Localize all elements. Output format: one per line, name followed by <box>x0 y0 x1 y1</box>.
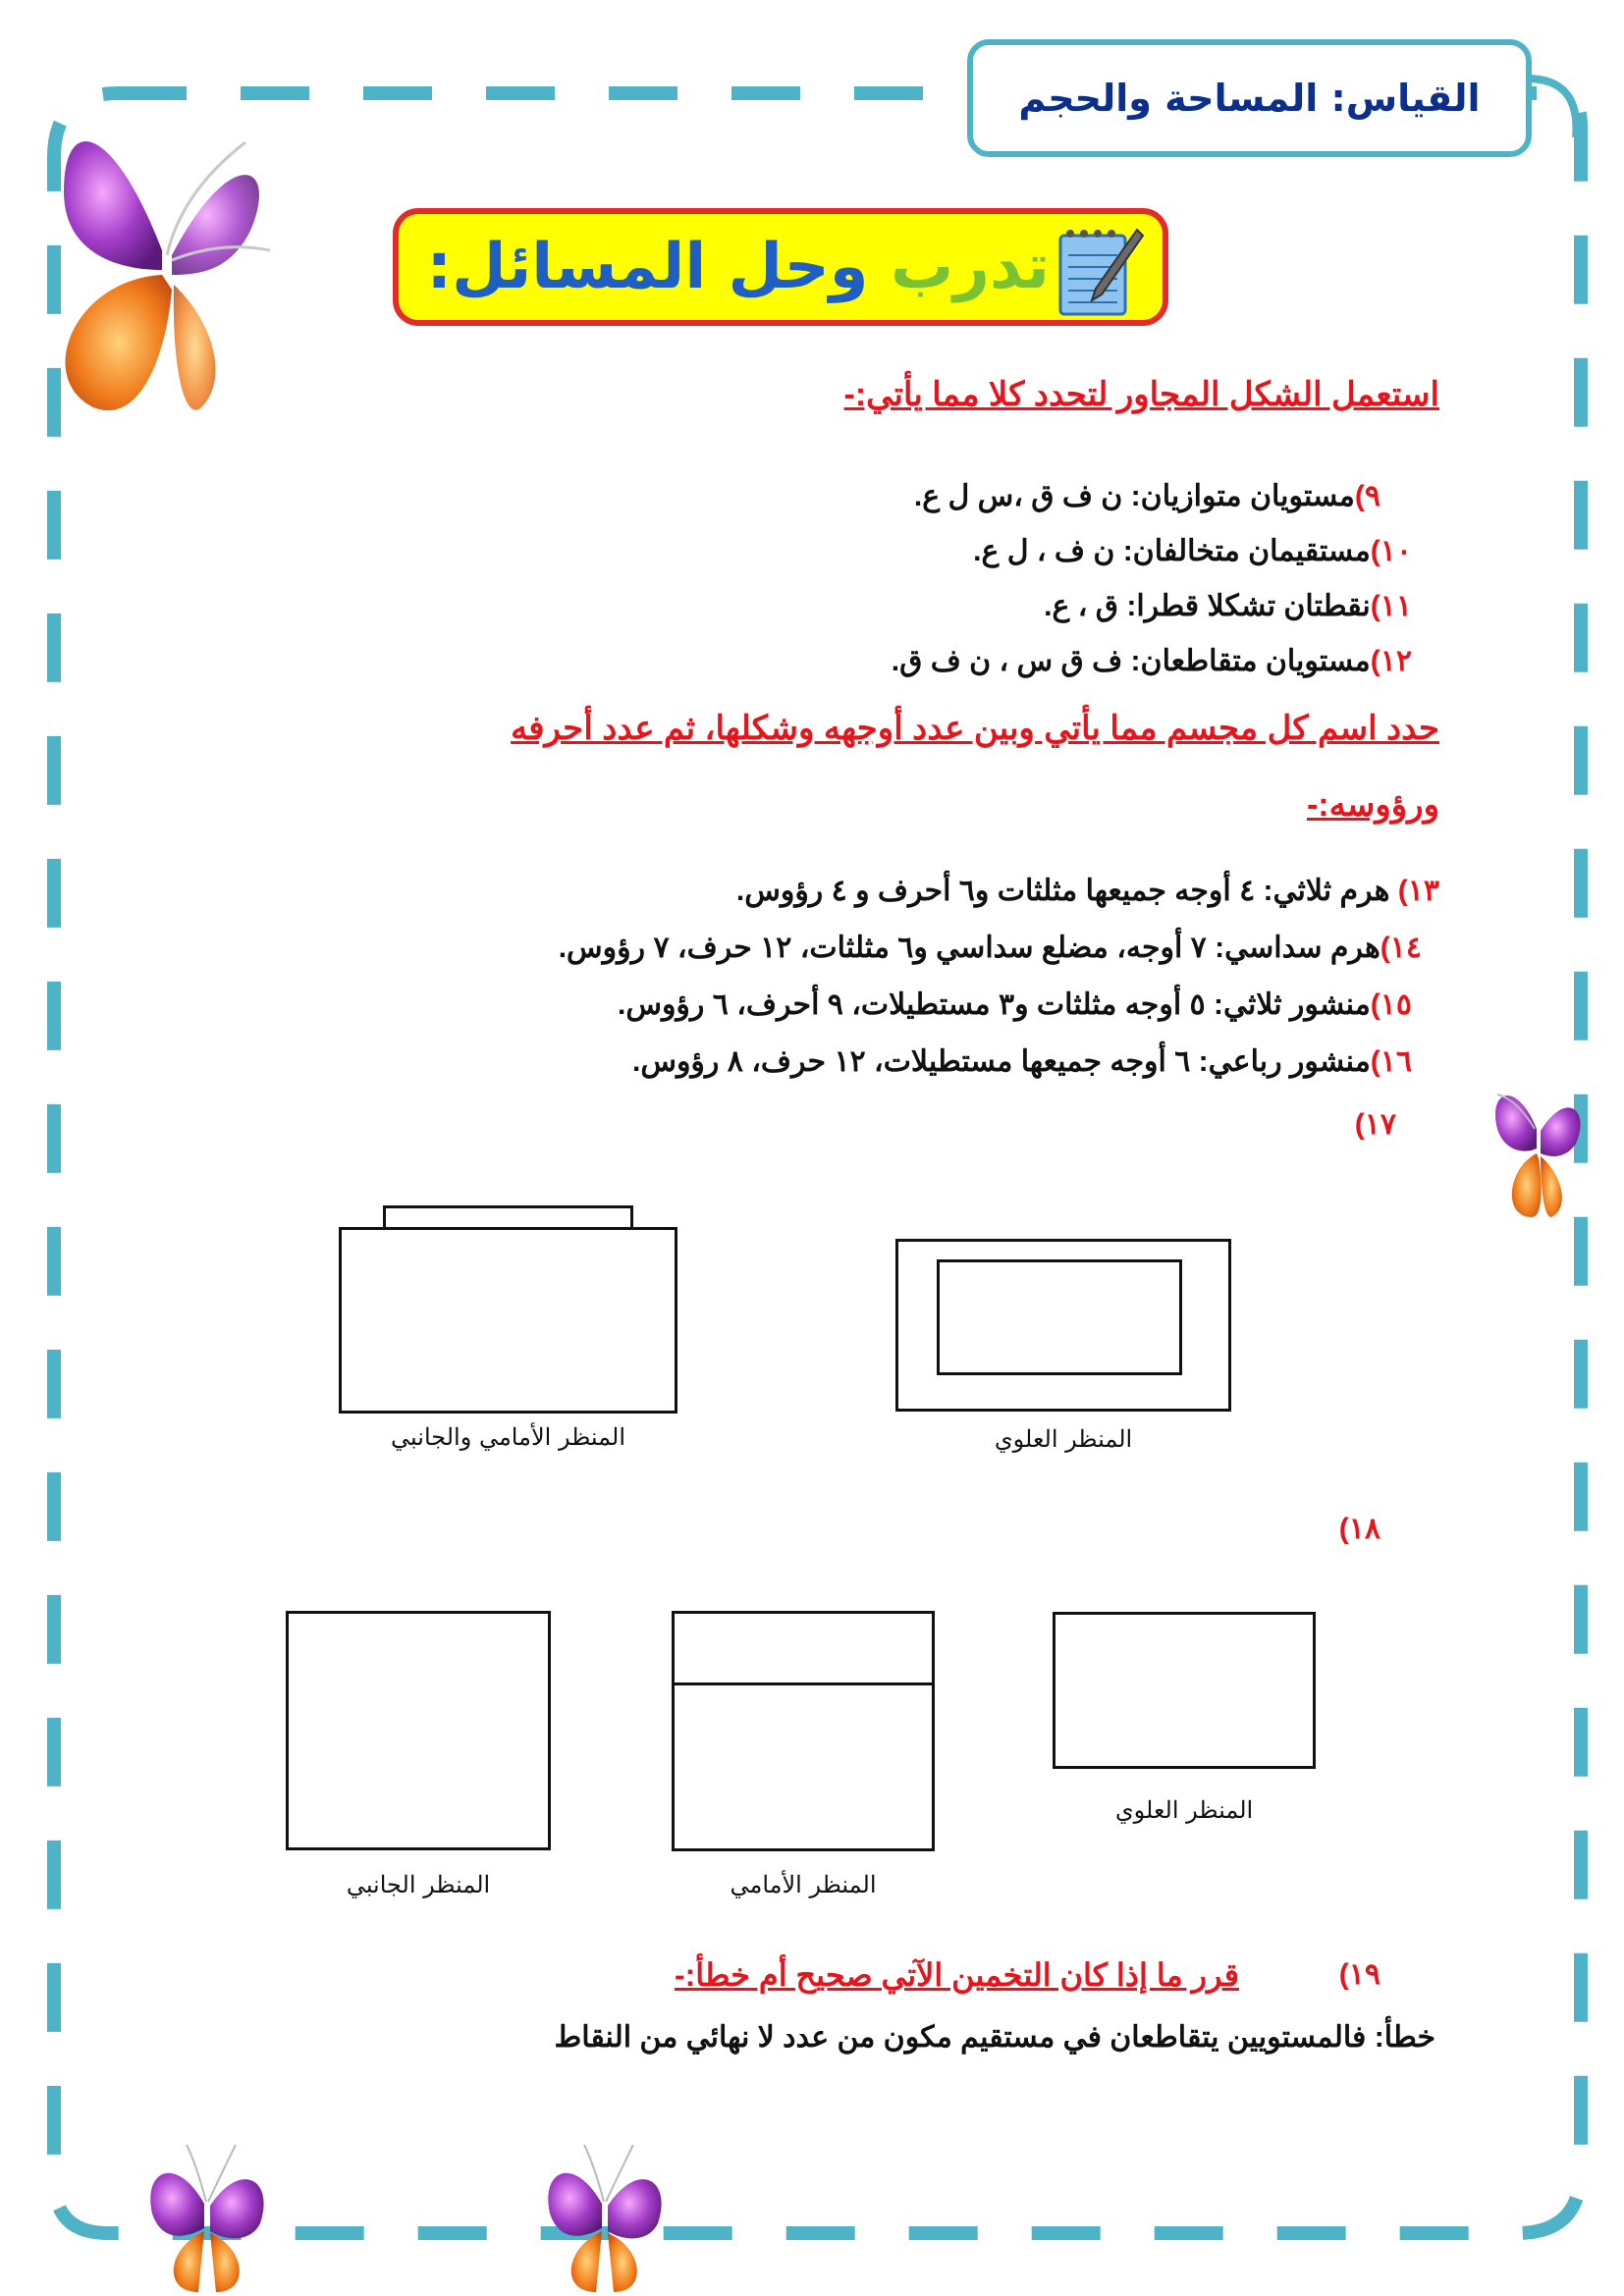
front-side-view-top-strip <box>383 1205 633 1229</box>
side-view-label: المنظر الجانبي <box>346 1871 491 1898</box>
problem-17-number: ١٧) <box>1354 1108 1396 1141</box>
item-9 <box>914 479 1380 513</box>
item-11-text: نقطتان تشكلا قطرا: ق ، ع. <box>1044 590 1371 622</box>
front-view-divider <box>672 1682 935 1685</box>
banner-title-part2: وحل المسائل: <box>426 231 869 303</box>
chapter-title: القياس: المساحة والحجم <box>1018 77 1481 120</box>
item-16 <box>632 1044 1412 1079</box>
section-banner <box>393 208 1168 326</box>
item-12-number: ١٢) <box>1370 645 1412 677</box>
item-12 <box>892 644 1412 678</box>
item-15 <box>618 988 1412 1022</box>
butterfly-bottom-left-icon <box>128 2135 285 2296</box>
section2-instruction-line2: ورؤوسه:- <box>1306 786 1439 824</box>
butterfly-bottom-center-icon <box>525 2135 682 2296</box>
section1-instruction: استعمل الشكل المجاور لتحدد كلا مما يأتي:- <box>843 376 1439 413</box>
item-13 <box>736 874 1439 908</box>
problem-18-number: ١٨) <box>1338 1513 1380 1545</box>
front-view-rectangle <box>672 1611 935 1851</box>
chapter-title-box <box>967 39 1532 157</box>
front-side-view-label: المنظر الأمامي والجانبي <box>391 1423 625 1451</box>
item-12-text: مستويان متقاطعان: ف ق س ، ن ف ق. <box>891 645 1371 677</box>
problem-19-number: ١٩) <box>1338 1958 1380 1991</box>
problem-19-instruction: قرر ما إذا كان التخمين الآتي صحيح أم خطأ:- <box>674 1957 1239 1993</box>
item-10-text: مستقيمان متخالفان: ن ف ، ل ع. <box>973 535 1371 567</box>
top-view-inner-shape <box>937 1259 1182 1375</box>
item-10 <box>973 534 1412 568</box>
item-14-number: ١٤) <box>1380 932 1422 964</box>
butterfly-small-right-icon <box>1478 1070 1596 1237</box>
butterfly-large-icon <box>5 83 329 496</box>
item-14 <box>559 931 1422 965</box>
item-14-text: هرم سداسي: ٧ أوجه، مضلع سداسي و٦ مثلثات، ١٢ حرف، ٧ رؤوس. <box>558 932 1380 964</box>
side-view-square <box>286 1611 551 1850</box>
item-15-text: منشور ثلاثي: ٥ أوجه مثلثات و٣ مستطيلات، ٩ أحرف، ٦ رؤوس. <box>617 988 1371 1021</box>
item-15-number: ١٥) <box>1370 988 1412 1021</box>
top-view-label-17: المنظر العلوي <box>994 1425 1133 1453</box>
item-16-text: منشور رباعي: ٦ أوجه جميعها مستطيلات، ١٢ حرف، ٨ رؤوس. <box>631 1045 1371 1078</box>
top-view-label-18: المنظر العلوي <box>1114 1796 1254 1824</box>
item-9-text: مستويان متوازيان: ن ف ق ،س ل ع. <box>913 480 1355 512</box>
item-11-number: ١١) <box>1370 590 1412 622</box>
section2-instruction-line1: حدد اسم كل مجسم مما يأتي وبين عدد أوجهه وشكلها، ثم عدد أحرفه <box>511 710 1439 747</box>
problem-19-answer: خطأ: فالمستويين يتقاطعان في مستقيم مكون من عدد لا نهائي من النقاط <box>554 2021 1435 2054</box>
item-13-text: هرم ثلاثي: ٤ أوجه جميعها مثلثات و٦ أحرف و ٤ رؤوس. <box>735 875 1390 907</box>
item-13-number: ١٣) <box>1397 875 1439 907</box>
item-9-number: ٩) <box>1354 480 1380 512</box>
item-16-number: ١٦) <box>1370 1045 1412 1078</box>
front-side-view-shape <box>339 1227 677 1414</box>
notepad-pencil-icon <box>1055 222 1145 320</box>
top-view-rectangle-18 <box>1053 1612 1316 1769</box>
item-11 <box>1044 589 1412 623</box>
banner-title <box>426 231 1050 303</box>
banner-title-part1: تدرب <box>890 231 1050 303</box>
item-10-number: ١٠) <box>1370 535 1412 567</box>
front-view-label: المنظر الأمامي <box>730 1871 877 1898</box>
